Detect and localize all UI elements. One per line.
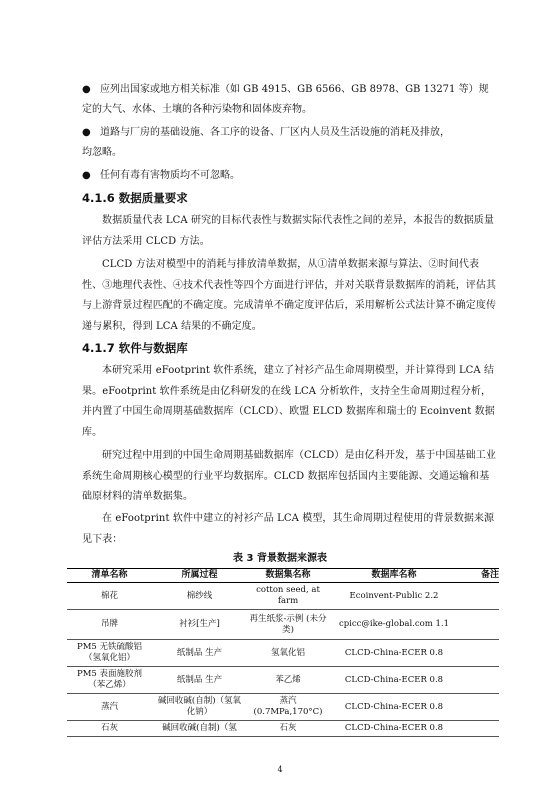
table-cell: 纸制品 生产 [152,640,247,667]
column-header: 数据集名称 [247,569,329,583]
table-cell: 衬衫[生产] [152,610,247,640]
column-header: 清单名称 [67,569,152,583]
table-cell: PM5 表面施胶剂（苯乙烯） [67,667,152,694]
column-header: 数据库名称 [329,569,459,583]
table-cell: CLCD-China-ECER 0.8 [329,694,459,721]
table-cell: 碱回收碱(自制)（氢 [152,721,247,737]
table-cell [459,721,499,737]
table-cell: cotton seed, at farm [247,583,329,610]
bullet-item-continuation: 定的大气、水体、土壤的各种污染物和固体废弃物。 [82,104,312,115]
table-cell: 氢氧化铝 [247,640,329,667]
table-cell: 苯乙烯 [247,667,329,694]
table-cell: 再生纸浆-示例 (未分类) [247,610,329,640]
paragraph: 研究过程中用到的中国生命周期基础数据库（CLCD）是由亿科开发，基于中国基础工业系统生命周期核心模型的行业平均数据库。CLCD 数据库包括国内主要能源、交通运输和基础原材料的清单数据集。 [82,450,496,502]
table-row [67,721,499,737]
paragraph: CLCD 方法对模型中的消耗与排放清单数据，从①清单数据来源与算法、②时间代表性、③地理代表性、④技术代表性等四个方面进行评估，并对关联背景数据库的消耗，评估其与上游背景过程匹配的不确定度。完成清单不确定度评估后，采用解析公式法计算不确定度传递与累积，得到 LCA 结果的不确定度。 [82,259,497,332]
table-cell: 纸制品 生产 [152,667,247,694]
table-cell: 蒸汽 (0.7MPa,170°C) [247,694,329,721]
paragraph: 在 eFootprint 软件中建立的衬衫产品 LCA 模型，其生命周期过程使用的背景数据来源见下表： [82,513,495,545]
table-cell [459,667,499,694]
column-header: 所属过程 [152,569,247,583]
table-cell: CLCD-China-ECER 0.8 [329,667,459,694]
table-cell: CLCD-China-ECER 0.8 [329,721,459,737]
table-cell: Ecoinvent-Public 2.2 [329,583,459,610]
table-cell [459,694,499,721]
table-header-row [67,569,499,583]
paragraph: 数据质量代表 LCA 研究的目标代表性与数据实际代表性之间的差异，本报告的数据质量评估方法采用 CLCD 方法。 [82,215,494,247]
table-cell: 碱回收碱(自制)（氢氧化钠） [152,694,247,721]
paragraph: 本研究采用 eFootprint 软件系统，建立了衬衫产品生命周期模型，并计算得到 LCA 结果。eFootprint 软件系统是由亿科研发的在线 LCA 分析软件，支持全生命周期过程分析，并内置了中国生命周期基础数据库（CLCD）、欧盟 ELCD 数据库和瑞士的 Ecoinvent 数据库。 [82,365,495,438]
bullet-dot-icon: ● [82,170,91,181]
page-number: 4 [277,765,283,774]
section-heading-4-1-6: 4.1.6 数据质量要求 [82,191,188,205]
bullet-item: ● 任何有毒有害物质均不可忽略。 [82,166,498,186]
bullet-dot-icon: ● [82,127,91,138]
section-heading-4-1-7: 4.1.7 软件与数据库 [82,341,188,355]
table-row [67,610,499,640]
table-cell [459,640,499,667]
table-cell: 石灰 [247,721,329,737]
bullet-item-continuation: 均忽略。 [82,147,122,158]
table-cell: 吊牌 [67,610,152,640]
table-cell: 棉花 [67,583,152,610]
bullet-dot-icon: ● [82,84,91,95]
column-header: 备注 [459,569,499,583]
table-row [67,694,499,721]
bullet-item: ● 应列出国家或地方相关标准（如 GB 4915、GB 6566、GB 8978、GB 13271 等）规 [82,80,498,100]
background-data-source-table [67,568,499,737]
table-cell: cpicc@ike-global.com 1.1 [329,610,459,640]
table-cell [459,583,499,610]
table-cell: CLCD-China-ECER 0.8 [329,640,459,667]
table-cell: 蒸汽 [67,694,152,721]
table-row [67,640,499,667]
table-row [67,583,499,610]
table-caption: 表 3 背景数据来源表 [233,553,327,564]
bullet-item: ● 道路与厂房的基础设施、各工序的设备、厂区内人员及生活设施的消耗及排放， [82,123,498,143]
table-cell: 棉纱线 [152,583,247,610]
table-cell [459,610,499,640]
table-cell: 石灰 [67,721,152,737]
table-cell: PM5 无铁硫酸铝（氢氧化铝） [67,640,152,667]
table-row [67,667,499,694]
